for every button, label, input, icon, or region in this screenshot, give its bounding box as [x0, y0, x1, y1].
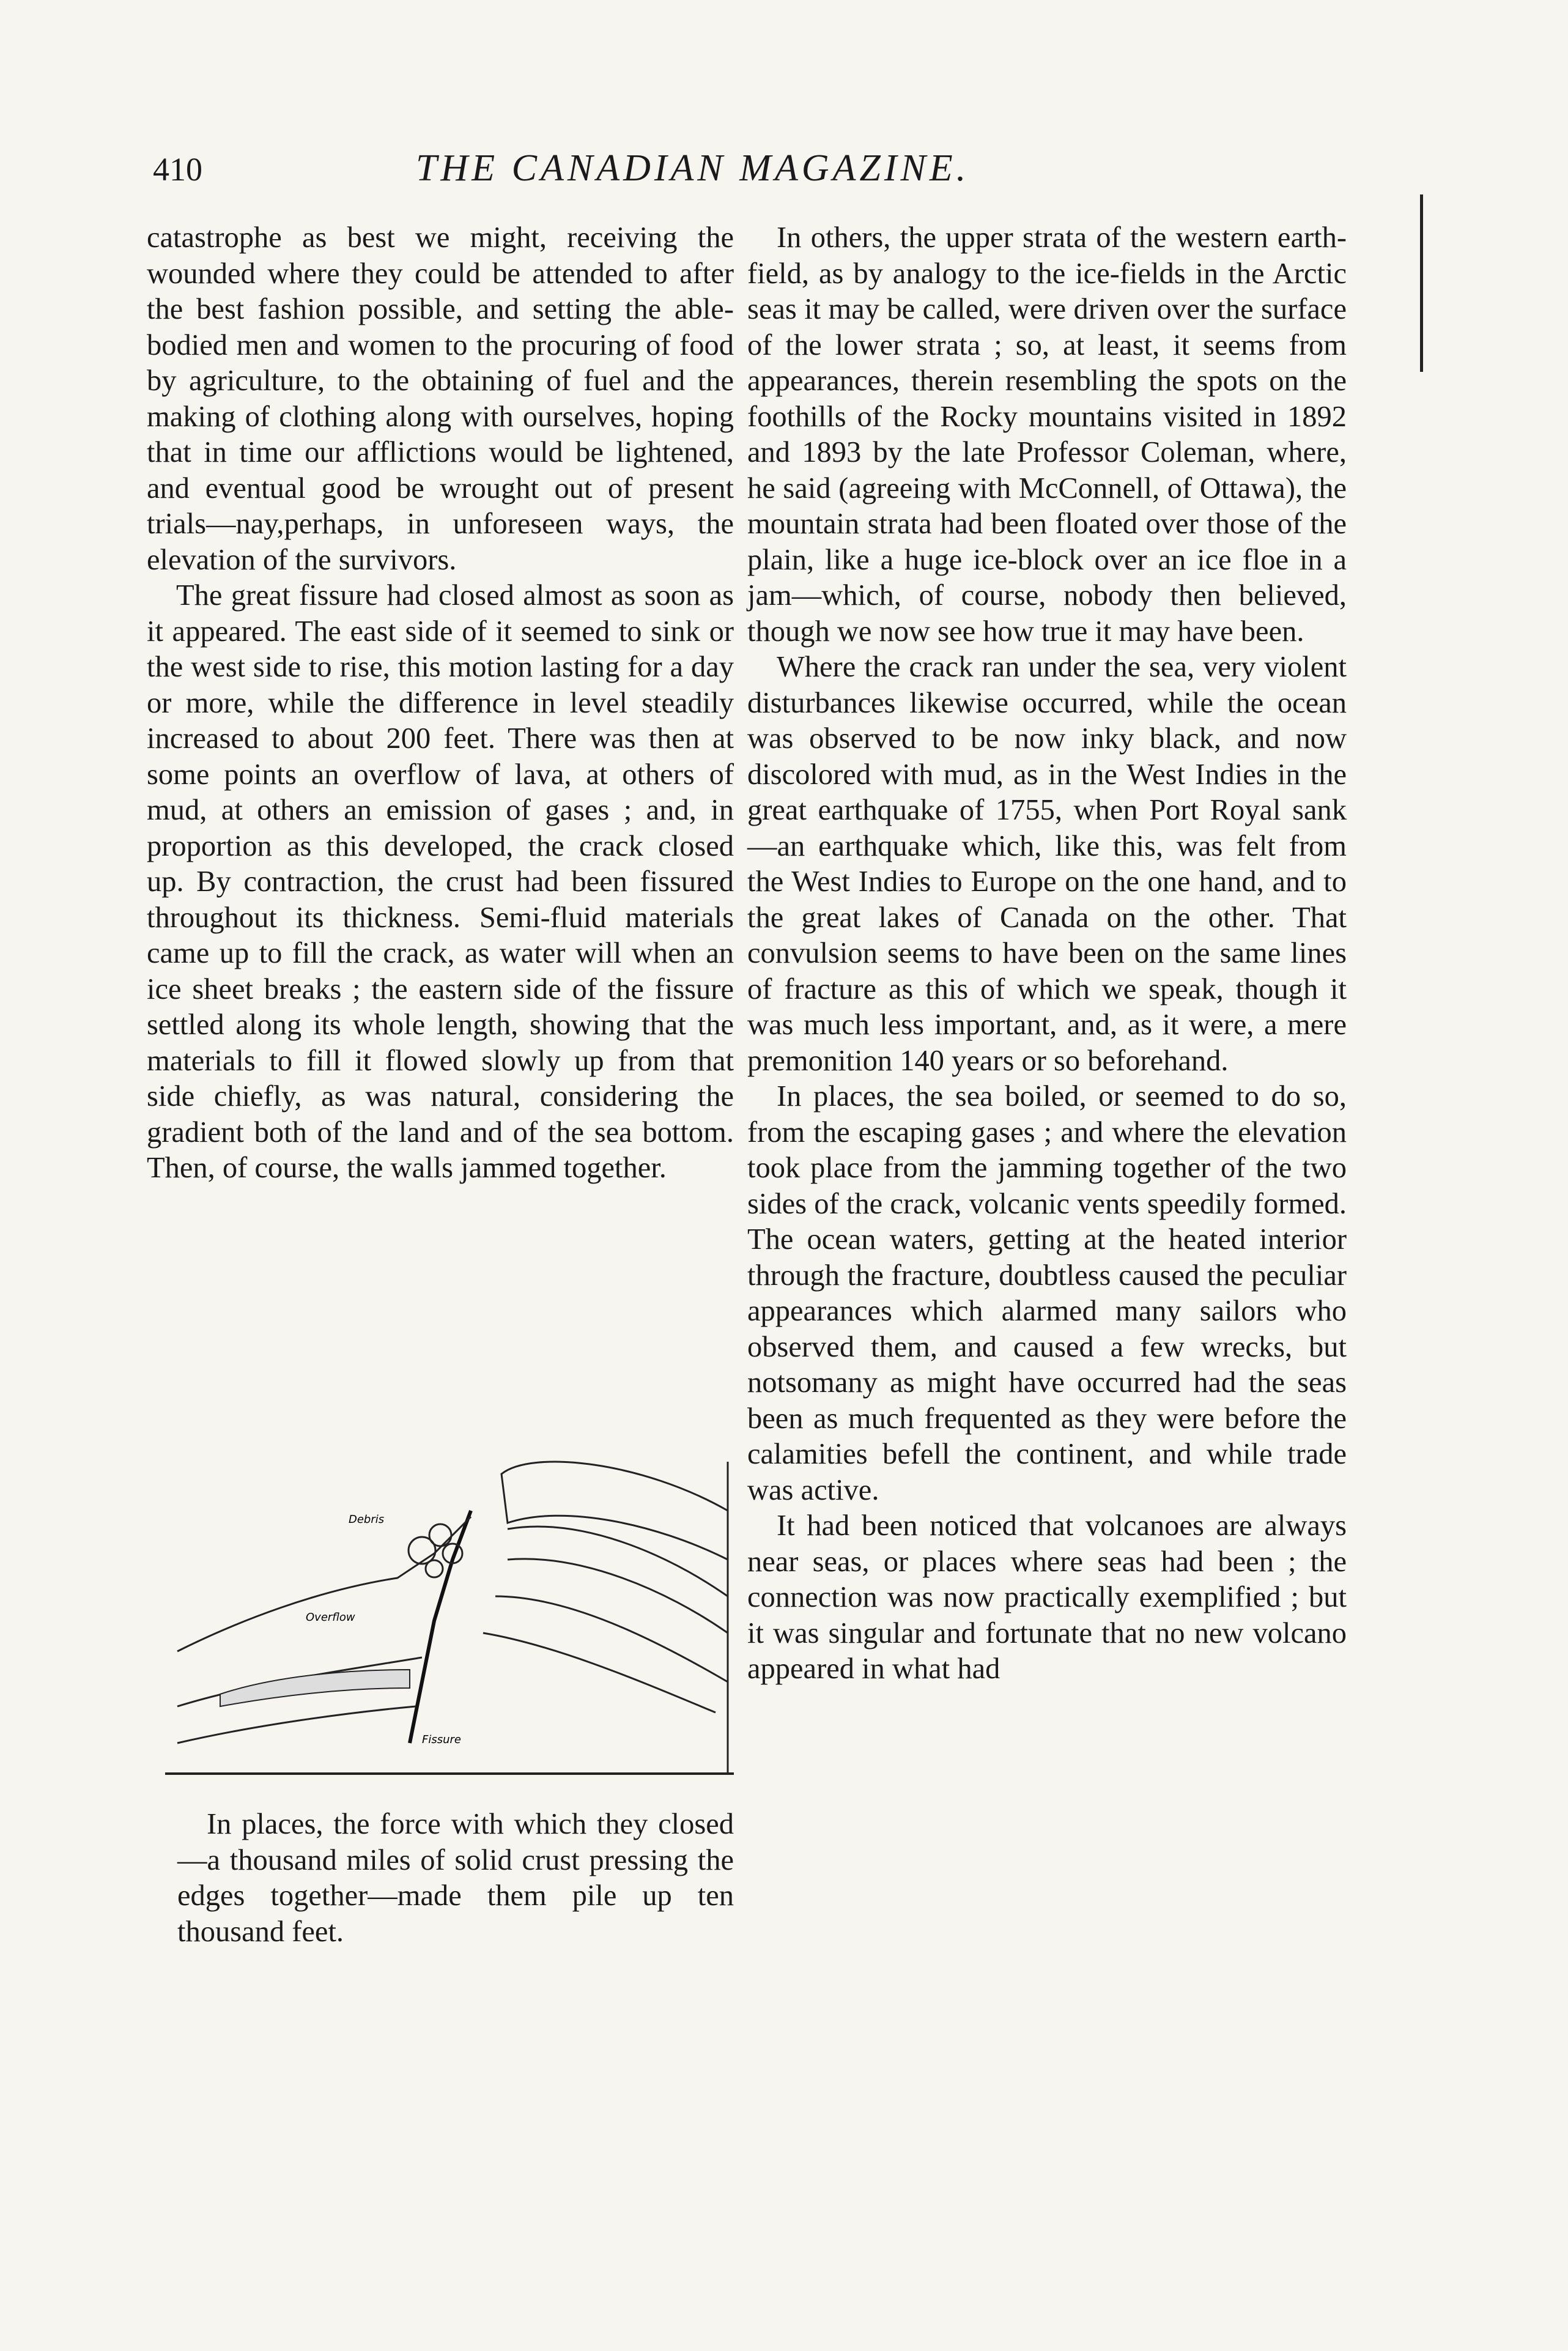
- left-paragraph-3: In places, the force with which they closed—a thousand miles of solid crust pressing the edges together—made them pile up ten thousand feet.: [177, 1808, 734, 1948]
- left-column-lower: [177, 1807, 734, 1950]
- label-debris: Debris: [349, 1513, 385, 1526]
- fissure-diagram-svg: [165, 1437, 734, 1780]
- right-column: [747, 220, 1347, 1687]
- label-fissure: Fissure: [422, 1733, 461, 1746]
- right-paragraph-1: In others, the upper strata of the western earth-field, as by analogy to the ice-fields in the Arctic seas it may be called, were driven over the surface of the lower strata ; so, at least, it seems from appearances, therein resembling the spots on the foothills of the Rocky mountains visited in 1892 and 1893 by the late Professor Coleman, where, he said (agreeing with McConnell, of Ottawa), the mountain strata had been floated over those of the plain, like a huge ice-block over an ice floe in a jam—which, of course, nobody then believed, though we now see how true it may have been.: [747, 221, 1347, 648]
- right-paragraph-2: Where the crack ran under the sea, very violent disturbances likewise occurred, while the ocean was observed to be now inky black, and now discolored with mud, as in the West Indies in the great earthquake of 1755, when Port Royal sank—an earthquake which, like this, was felt from the West Indies to Europe on the one hand, and to the great lakes of Canada on the other. That convulsion seems to have been on the same lines of fracture as this of which we speak, though it was much less important, and, as it were, a mere premonition 140 years or so beforehand.: [747, 651, 1347, 1077]
- left-paragraph-1: catastrophe as best we might, receiving the wounded where they could be attended to after the best fashion possible, and setting the able-bodied men and women to the procuring of food by agriculture, to the obtaining of fuel and the making of clothing along with ourselves, hoping that in time our afflictions would be lightened, and eventual good be wrought out of present trials—nay,perhaps, in unforeseen ways, the elevation of the survivors.: [147, 221, 734, 576]
- geology-illustration: [165, 1437, 734, 1780]
- label-overflow: Overflow: [306, 1611, 355, 1624]
- left-paragraph-2: The great fissure had closed almost as soon as it appeared. The east side of it seemed to sink or the west side to rise, this motion lasting for a day or more, while the difference in level steadily increased to about 200 feet. There was then at some points an overflow of lava, at others of mud, at others an emission of gases ; and, in proportion as this developed, the crack closed up. By contraction, the crust had been fissured throughout its thickness. Semi-fluid materials came up to fill the crack, as water will when an ice sheet breaks ; the eastern side of the fissure settled along its whole length, showing that the materials to fill it flowed slowly up from that side chiefly, as was natural, considering the gradient both of the land and of the sea bottom. Then, of course, the walls jammed together.: [147, 579, 734, 1184]
- right-paragraph-3: In places, the sea boiled, or seemed to do so, from the escaping gases ; and where the elevation took place from the jamming together of the two sides of the crack, volcanic vents speedily formed. The ocean waters, getting at the heated interior through the fracture, doubtless caused the peculiar appearances which alarmed many sailors who observed them, and caused a few wrecks, but notsomany as might have occurred had the seas been as much frequented as they were before the calamities befell the continent, and while trade was active.: [747, 1080, 1347, 1506]
- margin-rule: [1420, 194, 1423, 372]
- running-title: THE CANADIAN MAGAZINE.: [416, 147, 970, 189]
- right-paragraph-4: It had been noticed that volcanoes are always near seas, or places where seas had been ; the connection was now practically exemplified ; but it was singular and fortunate that no new volcano appeared in what had: [747, 1509, 1347, 1685]
- left-column: [147, 220, 734, 1187]
- page-number: 410: [153, 151, 202, 188]
